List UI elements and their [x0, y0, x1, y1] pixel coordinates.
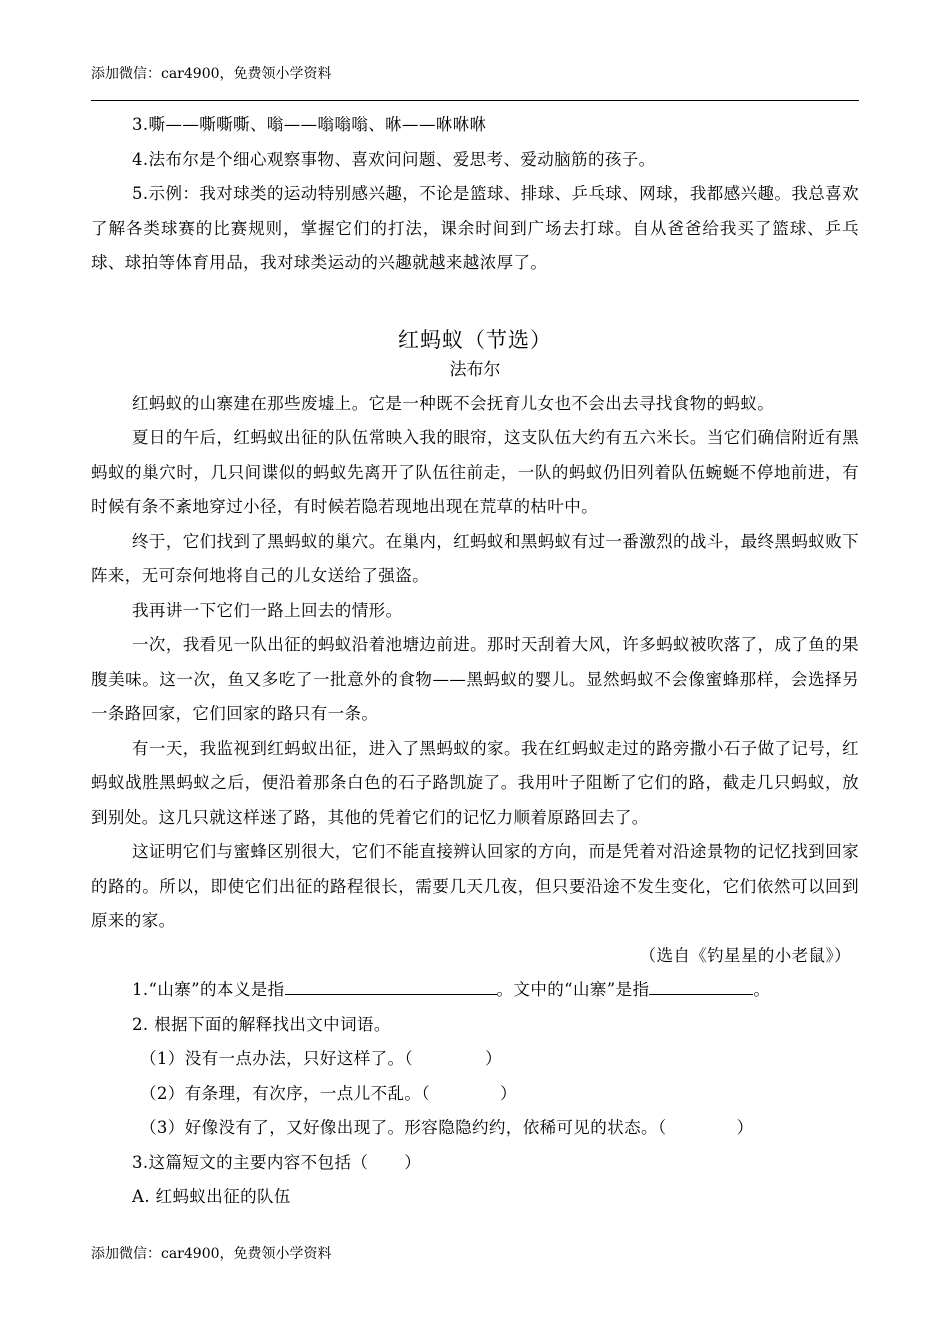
answer-blank[interactable]	[649, 976, 753, 995]
question-2-item-text: （3）好像没有了，又好像出现了。形容隐隐约约，依稀可见的状态。	[140, 1118, 658, 1137]
article-paragraph: 终于，它们找到了黑蚂蚁的巢穴。在巢内，红蚂蚁和黑蚂蚁有过一番激烈的战斗，最终黑蚂蚁败下阵来，无可奈何地将自己的儿女送给了强盗。	[91, 531, 859, 585]
article-source: （选自《钓星星的小老鼠》）	[639, 945, 851, 965]
article-paragraph: 这证明它们与蜜蜂区别很大，它们不能直接辨认回家的方向，而是凭着对沿途景物的记忆找到回家的路的。所以，即使它们出征的路程很长，需要几天几夜，但只要沿途不发生变化，它们依然可以回到原来的家。	[91, 842, 859, 930]
article-paragraph: 红蚂蚁的山寨建在那些废墟上。它是一种既不会抚育儿女也不会出去寻找食物的蚂蚁。	[132, 393, 775, 413]
paren-open: （	[404, 1049, 414, 1068]
answer-item: 4.法布尔是个细心观察事物、喜欢问问题、爱思考、爱动脑筋的孩子。	[132, 149, 656, 169]
answer-blank[interactable]	[285, 976, 497, 995]
article-author: 法布尔	[449, 359, 501, 380]
question-3-option-a: A. 红蚂蚁出征的队伍	[132, 1187, 291, 1206]
article-title: 红蚂蚁（节选）	[398, 327, 552, 352]
question-1-text: 1.“山寨”的本义是指	[132, 980, 285, 999]
article-paragraph: 夏日的午后，红蚂蚁出征的队伍常映入我的眼帘，这支队伍大约有五六米长。当它们确信附近有黑蚂蚁的巢穴时，几只间谍似的蚂蚁先离开了队伍往前走，一队的蚂蚁仍旧列着队伍蜿蜒不停地前进，有时候有条不紊地穿过小径，有时候若隐若现地出现在荒草的枯叶中。	[91, 428, 859, 516]
page-header: 添加微信：car4900，免费领小学资料	[91, 66, 332, 82]
paren-close: ）	[404, 1152, 422, 1172]
question-2-item	[91, 1111, 859, 1146]
paren-close: ）	[499, 1083, 517, 1103]
paren-close: ）	[485, 1049, 502, 1068]
header-divider	[91, 100, 859, 101]
paren-close: ）	[736, 1118, 754, 1137]
article-paragraph: 我再讲一下它们一路上回去的情形。	[132, 600, 403, 620]
question-3	[91, 1146, 859, 1181]
answer-item: 3.嘶——嘶嘶嘶、嗡——嗡嗡嗡、咻——咻咻咻	[132, 115, 487, 134]
paren-open: （	[421, 1083, 430, 1103]
document-body	[91, 108, 859, 1215]
question-3-text: 3.这篇短文的主要内容不包括（	[132, 1152, 369, 1172]
answer-item: 5.示例：我对球类的运动特别感兴趣，不论是篮球、排球、乒乓球、网球，我都感兴趣。我总喜欢了解各类球赛的比赛规则，掌握它们的打法，课余时间到广场去打球。自从爸爸给我买了篮球、乒乓球、球拍等体育用品，我对球类运动的兴趣就越来越浓厚了。	[91, 184, 859, 272]
article-paragraph: 一次，我看见一队出征的蚂蚁沿着池塘边前进。那时天刮着大风，许多蚂蚁被吹落了，成了鱼的果腹美味。这一次，鱼又多吃了一批意外的食物——黑蚂蚁的婴儿。显然蚂蚁不会像蜜蜂那样，会选择另一条路回家，它们回家的路只有一条。	[91, 635, 859, 723]
question-2-item-text: （2）有条理，有次序，一点儿不乱。	[140, 1083, 422, 1103]
question-1-text: 。	[753, 980, 771, 999]
paren-open: （	[657, 1118, 667, 1137]
question-1	[91, 973, 859, 1008]
question-2-item-text: （1）没有一点办法，只好这样了。	[140, 1049, 405, 1068]
question-2-item	[91, 1042, 859, 1077]
question-2-stem: 2. 根据下面的解释找出文中词语。	[132, 1014, 391, 1034]
article-paragraph: 有一天，我监视到红蚂蚁出征，进入了黑蚂蚁的家。我在红蚂蚁走过的路旁撒小石子做了记号，红蚂蚁战胜黑蚂蚁之后，便沿着那条白色的石子路凯旋了。我用叶子阻断了它们的路，截走几只蚂蚁，放到别处。这几只就这样迷了路，其他的凭着它们的记忆力顺着原路回去了。	[91, 738, 859, 827]
question-1-text: 。文中的“山寨”是指	[496, 980, 650, 999]
page-footer: 添加微信：car4900，免费领小学资料	[91, 1246, 332, 1262]
question-2-item	[91, 1077, 859, 1112]
